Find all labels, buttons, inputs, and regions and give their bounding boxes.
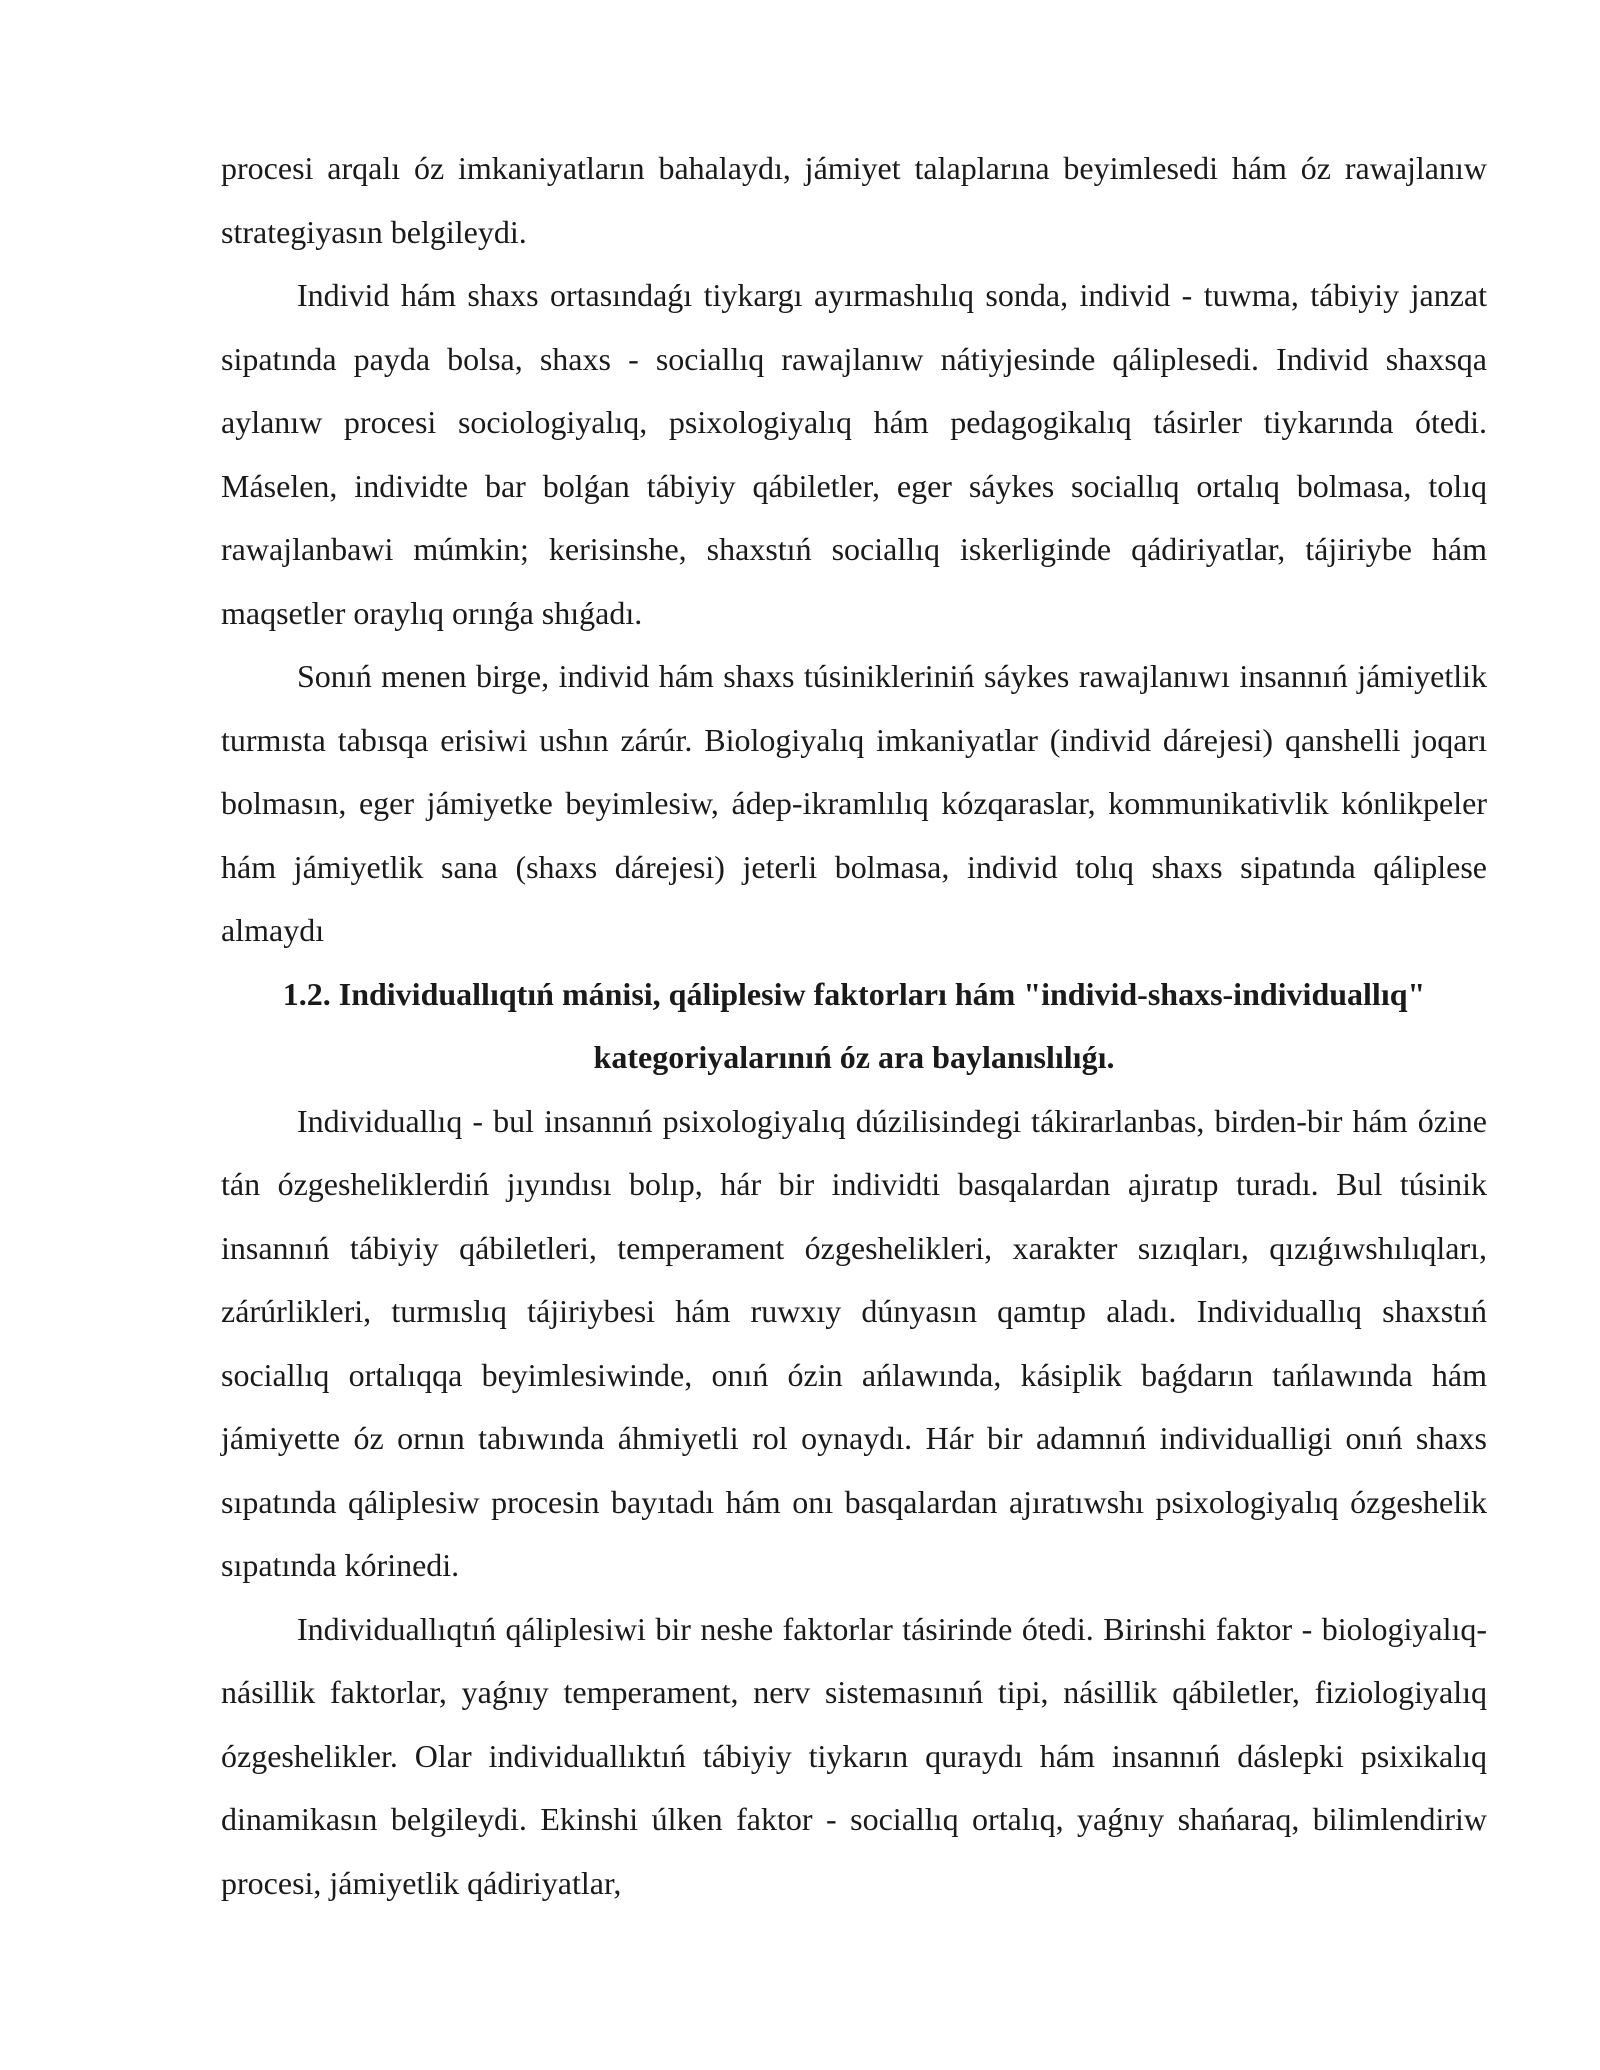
paragraph-individ-vs-shaxs: Individ hám shaxs ortasındaǵı tiykargı ayırmashılıq sonda, individ - tuwma, tábiyiy janzat sipatında payda bolsa, shaxs - sociallıq rawajlanıw nátiyjesinde qáliplesedi. Individ shaxsqa aylanıw procesi sociologiyalıq, psixologiyalıq hám pedagogikalıq tásirler tiykarında ótedi. Máselen, individte bar bolǵan tábiyiy qábiletler, eger sáykes sociallıq ortalıq bolmasa, tolıq rawajlanbawi múmkin; kerisinshe, shaxstıń sociallıq iskerliginde qádiriyatlar, tájiriybe hám maqsetler oraylıq orınǵa shıǵadı. — [221, 277, 1487, 631]
document-page — [221, 137, 1487, 1915]
paragraph-individuality-definition: Individuallıq - bul insannıń psixologiyalıq dúzilisindegi tákirarlanbas, birden-bir hám ózine tán ózgesheliklerdiń jıyındısı bolıp, hár bir individti basqalardan ajıratıp turadı. Bul túsinik insannıń tábiyiy qábiletleri, temperament ózgeshelikleri, xarakter sızıqları, qızıǵıwshılıqları, zárúrlikleri, turmıslıq tájiriybesi hám ruwxıy dúnyasın qamtıp aladı. Individuallıq shaxstıń sociallıq ortalıqqa beyimlesiwinde, onıń ózin ańlawında, kásiplik baǵdarın tańlawında hám jámiyette óz ornın tabıwında áhmiyetli rol oynaydı. Hár bir adamnıń individualligi onıń shaxs sıpatında qáliplesiw procesin bayıtadı hám onı basqalardan ajıratıwshı psixologiyalıq ózgeshelik sıpatında kórinedi. — [221, 1102, 1487, 1583]
paragraph-development: Sonıń menen birge, individ hám shaxs túsinikleriniń sáykes rawajlanıwı insannıń jámiyetlik turmısta tabısqa erisiwi ushın zárúr. Biologiyalıq imkaniyatlar (individ dárejesi) qanshelli joqarı bolmasın, eger jámiyetke beyimlesiw, ádep-ikramlılıq kózqaraslar, kommunikativlik kónlikpeler hám jámiyetlik sana (shaxs dárejesi) jeterli bolmasa, individ tolıq shaxs sipatında qáliplese almaydı — [221, 658, 1487, 948]
paragraph-continuation: procesi arqalı óz imkaniyatların bahalaydı, jámiyet talaplarına beyimlesedi hám óz rawajlanıw strategiyasın belgileydi. — [221, 150, 1487, 250]
section-heading: 1.2. Individuallıqtıń mánisi, qáliplesiw faktorları hám "individ-shaxs-individuallıq" kategoriyalarınıń óz ara baylanıslılıǵı. — [282, 975, 1426, 1075]
paragraph-individuality-factors: Individuallıqtıń qáliplesiwi bir neshe faktorlar tásirinde ótedi. Birinshi faktor - biologiyalıq-násillik faktorlar, yaǵnıy temperament, nerv sistemasınıń tipi, násillik qábiletler, fiziologiyalıq ózgeshelikler. Olar individuallıktıń tábiyiy tiykarın quraydı hám insannıń dáslepki psixikalıq dinamikasın belgileydi. Ekinshi úlken faktor - sociallıq ortalıq, yaǵnıy shańaraq, bilimlendiriw procesi, jámiyetlik qádiriyatlar, — [221, 1610, 1487, 1901]
